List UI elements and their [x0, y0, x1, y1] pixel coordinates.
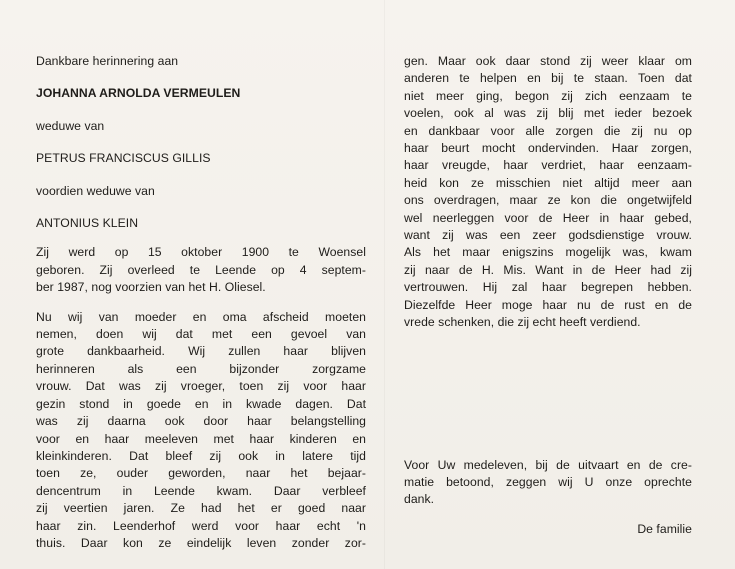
paragraph-line: herinneren als een bijzonder zorgzame: [36, 361, 366, 376]
tribute-paragraph-right: [404, 53, 692, 332]
paragraph-line: voor en haar meeleven met haar kinderen en: [36, 431, 366, 446]
paragraph-line: vertrouwen. Hij zal haar begrepen hebben.: [404, 280, 692, 295]
paragraph-line: dank.: [404, 492, 435, 507]
paragraph-line: grote dankbaarheid. Wij zullen haar blijven: [36, 344, 366, 359]
paragraph-line: voelen, ook al was zij blij met ieder bezoek: [404, 106, 692, 121]
husband-name-2: ANTONIUS KLEIN: [36, 216, 139, 231]
left-column: [36, 53, 366, 552]
paragraph-line: Als het maar enigszins mogelijk was, kwam: [404, 245, 692, 260]
family-signature: De familie: [637, 521, 692, 536]
paragraph-line: vrede schenken, die zij echt heeft verdiend.: [404, 315, 641, 330]
paragraph-line: haar zin. Leenderhof werd voor haar echt 'n: [36, 518, 366, 533]
intro-text: Dankbare herinnering aan: [36, 54, 179, 68]
paragraph-line: matie betoond, zeggen wij U onze oprechte: [404, 474, 692, 489]
paragraph-line: kleinkinderen. Dat bleef zij ook in latere tijd: [36, 448, 366, 463]
paragraph-line: toen ze, ouder geworden, naar het bejaar-: [36, 466, 366, 481]
paragraph-line: niet meer ging, begon zij zich eenzaam te: [404, 88, 692, 103]
paragraph-line: zij naar de H. Mis. Want in de Heer had zij: [404, 262, 692, 277]
deceased-name: JOHANNA ARNOLDA VERMEULEN: [36, 86, 241, 101]
widow-of-label: weduwe van: [36, 118, 105, 133]
paragraph-line: Diezelfde Heer moge haar nu de rust en de: [404, 297, 692, 312]
paragraph-line: anderen te helpen en bij te staan. Toen dat: [404, 71, 692, 86]
paragraph-line: thuis. Daar kon ze eindelijk leven zonder zor-: [36, 535, 366, 550]
previously-widow-of-label: voordien weduwe van: [36, 183, 155, 198]
paragraph-line: want zij was een zeer godsdienstige vrouw.: [404, 228, 692, 243]
paragraph-line: gen. Maar ook daar stond zij weer klaar om: [404, 54, 692, 68]
paragraph-line: haar beurt mocht ondervinden. Haar zorgen,: [404, 141, 692, 156]
thanks-paragraph: [404, 457, 692, 509]
fold-line: [384, 0, 385, 569]
tribute-paragraph-left: [36, 309, 366, 553]
paragraph-line: Zij werd op 15 oktober 1900 te Woensel: [36, 245, 366, 260]
paragraph-line: Nu wij van moeder en oma afscheid moeten: [36, 309, 366, 324]
husband-name-1: PETRUS FRANCISCUS GILLIS: [36, 151, 211, 166]
paragraph-line: heid kon ze misschien niet altijd meer aan: [404, 175, 692, 190]
paragraph-line: nemen, doen wij dat met een gevoel van: [36, 327, 366, 342]
paragraph-line: geboren. Zij overleed te Leende op 4 septem-: [36, 262, 366, 277]
paragraph-line: en dankbaar voor alle zorgen die zij nu op: [404, 123, 692, 138]
paragraph-line: haar vreugde, haar verdriet, haar eenzaam-: [404, 158, 692, 173]
paragraph-line: Voor Uw medeleven, bij de uitvaart en de cre-: [404, 457, 692, 472]
paragraph-line: was zij daarna ook door haar belangstelling: [36, 414, 366, 429]
paragraph-line: ons overdragen, maar ze kon die ongetwijfeld: [404, 193, 692, 208]
paragraph-line: dencentrum in Leende kwam. Daar verbleef: [36, 483, 366, 498]
right-column: [404, 53, 692, 538]
paragraph-line: gezin stond in goede en in kwade dagen. Dat: [36, 396, 366, 411]
birth-death-paragraph: [36, 244, 366, 296]
paragraph-line: zij veertien jaren. Ze had het er goed naar: [36, 501, 366, 516]
paragraph-line: vrouw. Dat was zij vroeger, toen zij voor haar: [36, 379, 366, 394]
paragraph-line: ber 1987, nog voorzien van het H. Oliesel.: [36, 280, 266, 295]
paragraph-line: wel neerleggen voor de Heer in haar gebed,: [404, 210, 692, 225]
